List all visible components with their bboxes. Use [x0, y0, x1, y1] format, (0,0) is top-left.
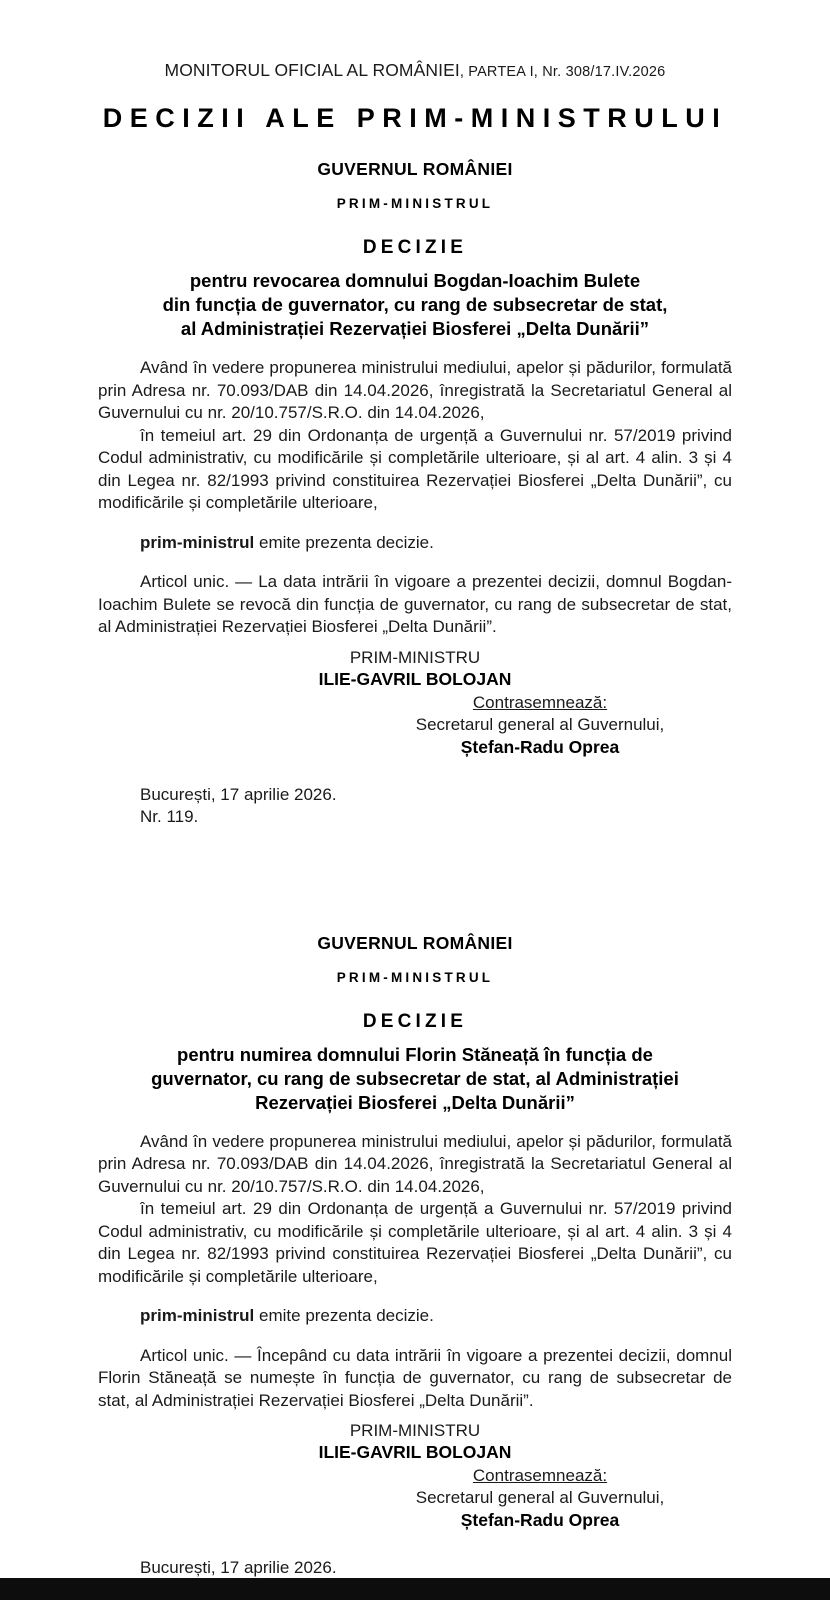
countersign-role: Secretarul general al Guvernului, [348, 714, 732, 736]
place-and-date: București, 17 aprilie 2026. [140, 1557, 732, 1579]
decision-preamble [98, 1131, 732, 1289]
countersign-role: Secretarul general al Guvernului, [348, 1487, 732, 1509]
legal-basis-paragraph: în temeiul art. 29 din Ordonanța de urgență a Guvernului nr. 57/2019 privind Codul administrativ, cu modificările și completările ulterioare, și al art. 4 alin. 3 și 4 din Legea nr. 82/1993 privind constituirea Rezervației Biosferei „Delta Dunării”, cu modificările și completările ulterioare, [98, 1198, 732, 1288]
signatory-role: PRIM-MINISTRU [98, 647, 732, 668]
government-title: GUVERNUL ROMÂNIEI [98, 159, 732, 180]
decision-subtitle-line: pentru numirea domnului Florin Stăneață în funcția de [98, 1043, 732, 1067]
decision-number: Nr. 119. [140, 806, 732, 828]
signature-block [98, 647, 732, 690]
decision-subtitle-line: Rezervației Biosferei „Delta Dunării” [98, 1091, 732, 1115]
countersign-name: Ștefan-Radu Oprea [348, 736, 732, 758]
sole-article [98, 571, 732, 639]
enacting-clause-rest: emite prezenta decizie. [254, 533, 434, 552]
section-banner: DECIZII ALE PRIM-MINISTRULUI [98, 103, 732, 134]
enacting-clause-subject: prim-ministrul [140, 533, 254, 552]
countersignature-block [348, 1465, 732, 1531]
decision-subtitle-line: guvernator, cu rang de subsecretar de stat, al Administrației [98, 1067, 732, 1091]
place-and-date: București, 17 aprilie 2026. [140, 784, 732, 806]
sole-article [98, 1345, 732, 1413]
enacting-clause [98, 1305, 732, 1328]
countersign-name: Ștefan-Radu Oprea [348, 1509, 732, 1531]
decision-subtitle [98, 269, 732, 341]
prime-minister-title: PRIM-MINISTRUL [98, 970, 732, 985]
signatory-name: ILIE-GAVRIL BOLOJAN [98, 668, 732, 690]
sole-article-text: Articol unic. — La data intrării în vigoare a prezentei decizii, domnul Bogdan-Ioachim Bulete se revocă din funcția de guvernator, cu rang de subsecretar de stat, al Administrației Rezervației Biosferei „Delta Dunării”. [98, 571, 732, 639]
bottom-bar [0, 1578, 830, 1600]
decision-block-1 [98, 159, 732, 828]
place-date-block [140, 784, 732, 828]
decision-block-2 [98, 933, 732, 1601]
enacting-clause [98, 532, 732, 555]
signature-block [98, 1420, 732, 1463]
running-head-gazette-name: MONITORUL OFICIAL AL ROMÂNIEI [165, 60, 460, 80]
decision-subtitle-line: din funcția de guvernator, cu rang de subsecretar de stat, [98, 293, 732, 317]
decision-subtitle-line: al Administrației Rezervației Biosferei „Delta Dunării” [98, 317, 732, 341]
countersign-label: Contrasemnează: [348, 692, 732, 714]
running-head-issue: , PARTEA I, Nr. 308/17.IV.2026 [460, 64, 666, 80]
decision-preamble [98, 357, 732, 515]
government-title: GUVERNUL ROMÂNIEI [98, 933, 732, 954]
enacting-clause-subject: prim-ministrul [140, 1306, 254, 1325]
countersignature-block [348, 692, 732, 758]
sole-article-text: Articol unic. — Începând cu data intrării în vigoare a prezentei decizii, domnul Florin Stăneață se numește în funcția de guvernator, cu rang de subsecretar de stat, al Administrației Rezervației Biosferei „Delta Dunării”. [98, 1345, 732, 1413]
section-divider-space [98, 828, 732, 908]
preamble-paragraph: Având în vedere propunerea ministrului mediului, apelor și pădurilor, formulată prin Adresa nr. 70.093/DAB din 14.04.2026, înregistrată la Secretariatul General al Guvernului cu nr. 20/10.757/S.R.O. din 14.04.2026, [98, 1131, 732, 1199]
decision-subtitle [98, 1043, 732, 1115]
signatory-role: PRIM-MINISTRU [98, 1420, 732, 1441]
decision-subtitle-line: pentru revocarea domnului Bogdan-Ioachim Bulete [98, 269, 732, 293]
prime-minister-title: PRIM-MINISTRUL [98, 196, 732, 211]
running-head [98, 0, 732, 81]
decision-heading: DECIZIE [98, 1011, 732, 1033]
legal-basis-paragraph: în temeiul art. 29 din Ordonanța de urgență a Guvernului nr. 57/2019 privind Codul administrativ, cu modificările și completările ulterioare, și al art. 4 alin. 3 și 4 din Legea nr. 82/1993 privind constituirea Rezervației Biosferei „Delta Dunării”, cu modificările și completările ulterioare, [98, 425, 732, 515]
enacting-clause-rest: emite prezenta decizie. [254, 1306, 434, 1325]
decision-heading: DECIZIE [98, 237, 732, 259]
preamble-paragraph: Având în vedere propunerea ministrului mediului, apelor și pădurilor, formulată prin Adresa nr. 70.093/DAB din 14.04.2026, înregistrată la Secretariatul General al Guvernului cu nr. 20/10.757/S.R.O. din 14.04.2026, [98, 357, 732, 425]
signatory-name: ILIE-GAVRIL BOLOJAN [98, 1441, 732, 1463]
countersign-label: Contrasemnează: [348, 1465, 732, 1487]
